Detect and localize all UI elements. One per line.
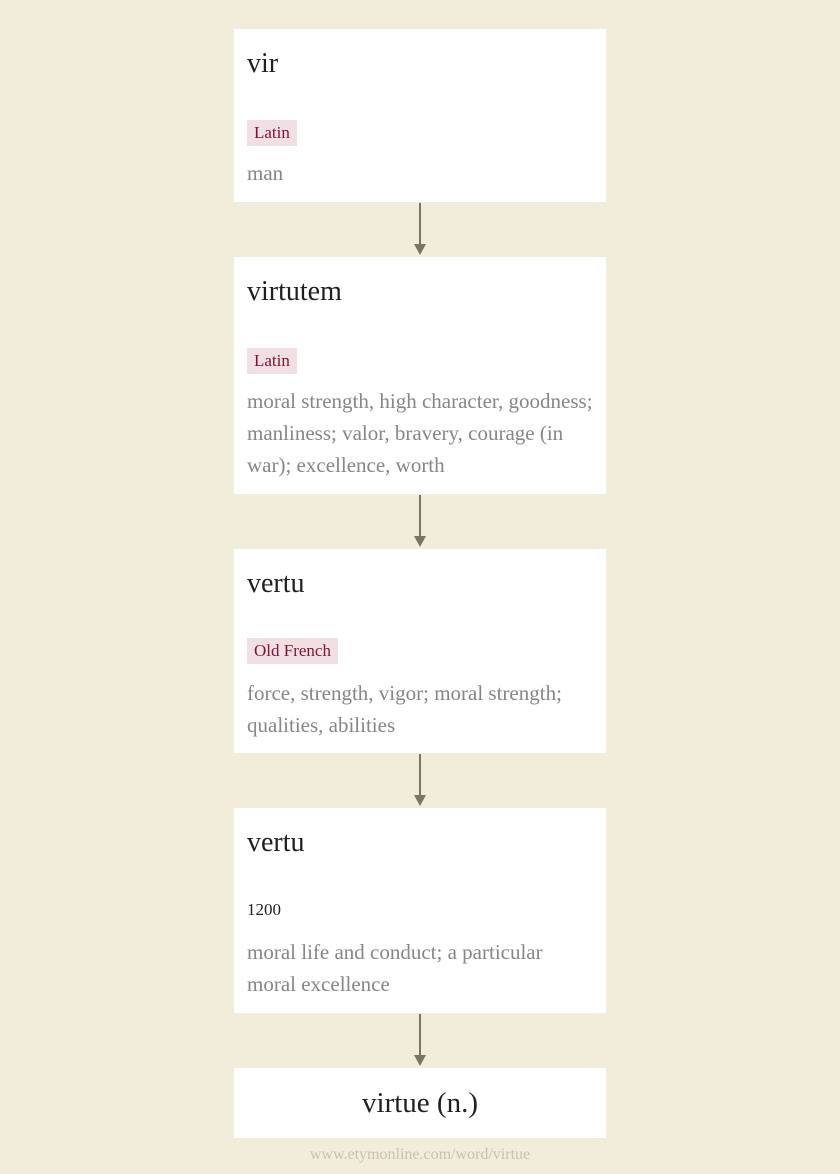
language-tag: Latin <box>247 348 297 374</box>
node-word: vir <box>247 48 279 79</box>
arrow-down-icon <box>418 495 422 547</box>
etymology-node-vertu-1200 <box>234 808 606 1013</box>
node-gloss: moral life and conduct; a particular moral excellence <box>247 940 543 996</box>
language-tag: Old French <box>247 638 338 664</box>
arrow-down-icon <box>418 203 422 255</box>
node-date: 1200 <box>247 900 281 919</box>
arrow-down-icon <box>418 1014 422 1066</box>
node-word: virtutem <box>247 276 342 307</box>
arrow-down-icon <box>418 754 422 806</box>
node-word: vertu <box>247 568 305 599</box>
etymology-node-virtutem <box>234 257 606 494</box>
node-gloss: man <box>247 161 284 185</box>
language-tag: Latin <box>247 120 297 146</box>
source-url: www.etymonline.com/word/virtue <box>309 1146 531 1163</box>
node-gloss: force, strength, vigor; moral strength; qualities, abilities <box>247 681 562 737</box>
etymology-node-vertu-old-french <box>234 549 606 753</box>
node-word: vertu <box>247 827 305 858</box>
node-gloss: moral strength, high character, goodness; manliness; valor, bravery, courage (in war); excellence, worth <box>247 389 593 477</box>
etymology-node-vir <box>234 29 606 202</box>
result-word: virtue (n.) <box>234 1068 606 1138</box>
